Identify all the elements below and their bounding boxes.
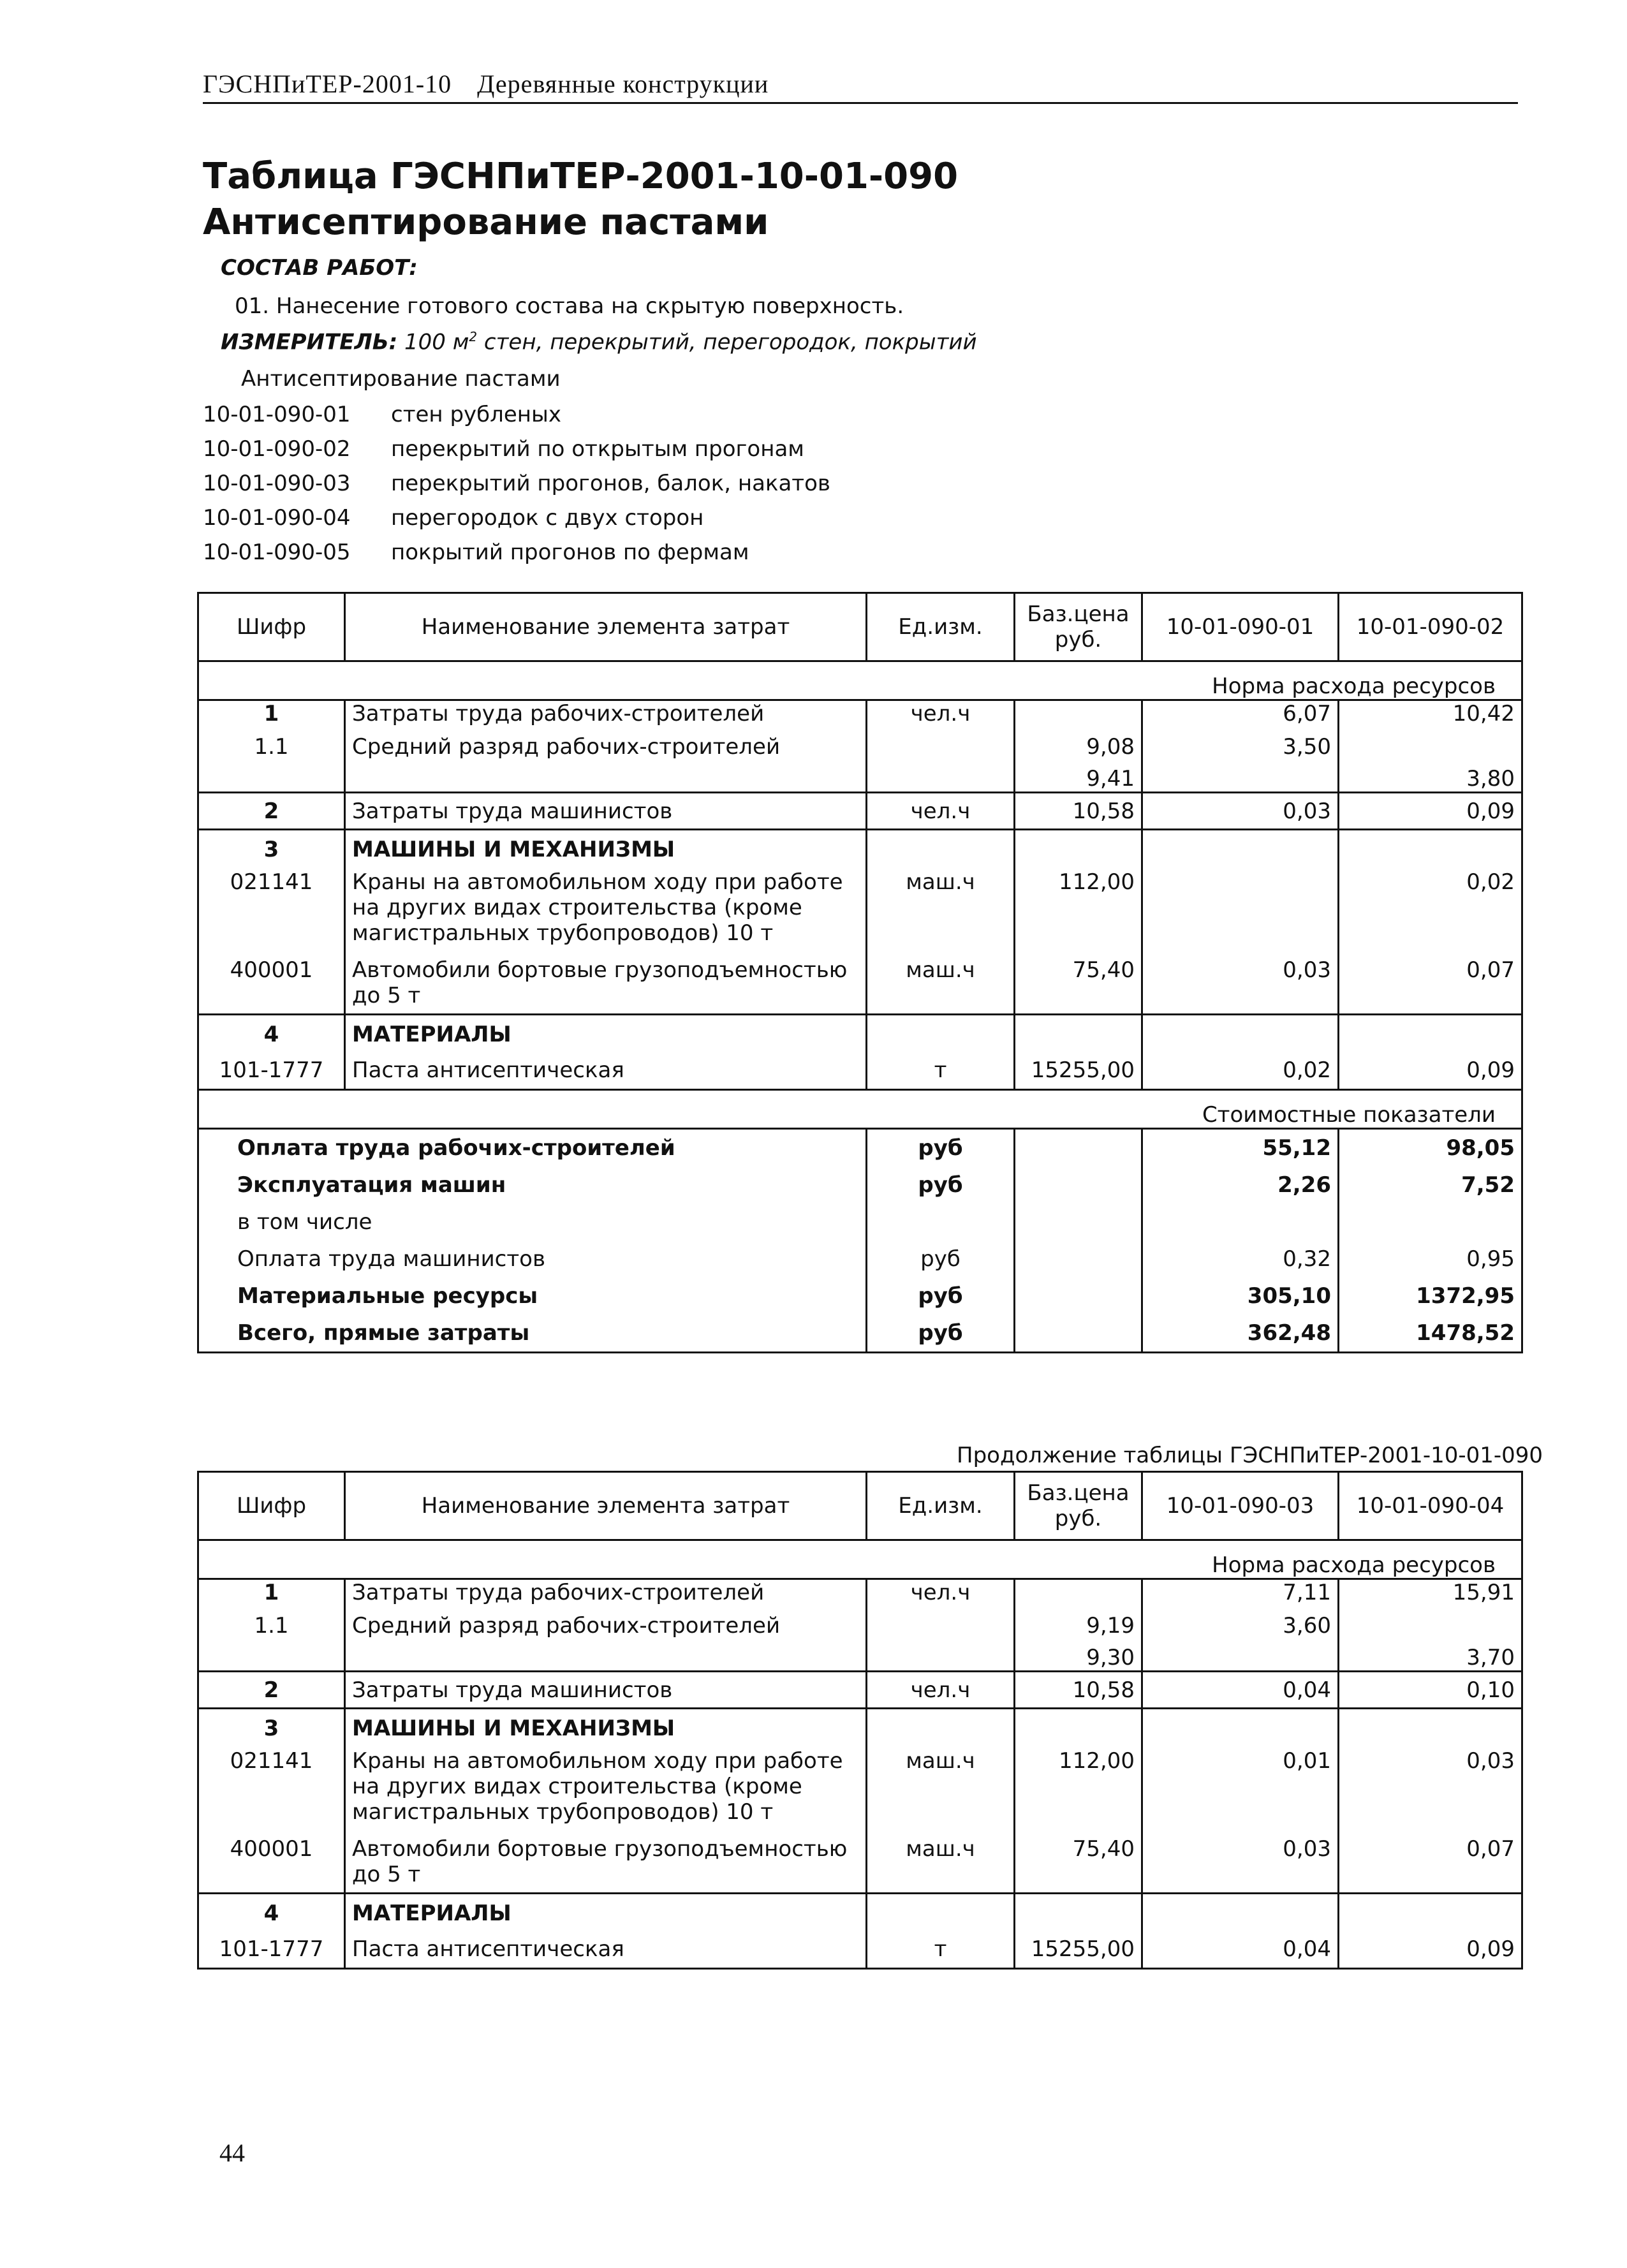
header-rule bbox=[203, 102, 1518, 104]
cell-price: 112,00 bbox=[1015, 1748, 1142, 1825]
izmeritel-value-pre: 100 м bbox=[404, 329, 469, 355]
cost-row bbox=[198, 1314, 1522, 1353]
cost-label: в том числе bbox=[198, 1204, 867, 1241]
cost-price bbox=[1015, 1241, 1142, 1278]
header-name: Наименование элемента затрат bbox=[345, 1472, 867, 1540]
izmeritel-value-post: стен, перекрытий, перегородок, покрытий bbox=[477, 329, 977, 355]
code-desc: перекрытий прогонов, балок, накатов bbox=[391, 471, 830, 496]
cell-v2 bbox=[1339, 1893, 1522, 1933]
cost-label: Оплата труда рабочих-строителей bbox=[198, 1128, 867, 1167]
cell-v2: 0,07 bbox=[1339, 1825, 1522, 1894]
cost-unit: руб bbox=[867, 1241, 1015, 1278]
cell-v2: 0,09 bbox=[1339, 1933, 1522, 1968]
cell-price: 9,30 bbox=[1015, 1645, 1142, 1672]
cell-name: МАШИНЫ И МЕХАНИЗМЫ bbox=[345, 1709, 867, 1748]
code: 10-01-090-04 bbox=[203, 505, 351, 531]
resource-table-2 bbox=[197, 1471, 1523, 1970]
cell-v1: 0,03 bbox=[1142, 793, 1339, 830]
page-number: 44 bbox=[219, 2139, 245, 2167]
code-desc: стен рубленых bbox=[391, 402, 561, 427]
cell-name: Автомобили бортовые грузоподъемностью до 5 т bbox=[345, 1825, 867, 1894]
cell-name: Средний разряд рабочих-строителей bbox=[345, 1605, 867, 1645]
cost-v2: 1478,52 bbox=[1339, 1314, 1522, 1353]
cell-name: Автомобили бортовые грузоподъемностью до 5 т bbox=[345, 946, 867, 1015]
cell-shifr: 3 bbox=[198, 830, 345, 869]
cell-shifr: 2 bbox=[198, 793, 345, 830]
table-subtitle: Антисептирование пастами bbox=[203, 202, 769, 243]
cell-unit: чел.ч bbox=[867, 700, 1015, 727]
cost-row bbox=[198, 1167, 1522, 1204]
norma-band bbox=[198, 661, 1522, 700]
continuation-note: Продолжение таблицы ГЭСНПиТЕР-2001-10-01-090 bbox=[957, 1443, 1543, 1468]
cell-v1 bbox=[1142, 1645, 1339, 1672]
cell-price: 75,40 bbox=[1015, 946, 1142, 1015]
cell-price: 9,41 bbox=[1015, 766, 1142, 793]
cell-price bbox=[1015, 1893, 1142, 1933]
cell-unit: маш.ч bbox=[867, 1748, 1015, 1825]
code-desc: перекрытий по открытым прогонам bbox=[391, 436, 804, 462]
cell-shifr: 4 bbox=[198, 1014, 345, 1054]
cell-shifr bbox=[198, 1645, 345, 1672]
cell-price bbox=[1015, 1579, 1142, 1606]
table-row bbox=[198, 1054, 1522, 1089]
cell-v2 bbox=[1339, 830, 1522, 869]
cost-unit bbox=[867, 1204, 1015, 1241]
cell-unit: чел.ч bbox=[867, 1579, 1015, 1606]
cell-shifr: 101-1777 bbox=[198, 1933, 345, 1968]
code: 10-01-090-03 bbox=[203, 471, 351, 496]
cell-name: МАШИНЫ И МЕХАНИЗМЫ bbox=[345, 830, 867, 869]
cost-v2: 7,52 bbox=[1339, 1167, 1522, 1204]
cell-v2: 10,42 bbox=[1339, 700, 1522, 727]
cell-v1: 0,04 bbox=[1142, 1933, 1339, 1968]
header-shifr: Шифр bbox=[198, 1472, 345, 1540]
cell-v2 bbox=[1339, 726, 1522, 766]
cell-price: 10,58 bbox=[1015, 1672, 1142, 1709]
cost-row bbox=[198, 1128, 1522, 1167]
cell-v1: 3,60 bbox=[1142, 1605, 1339, 1645]
cell-v1: 0,04 bbox=[1142, 1672, 1339, 1709]
cost-v2: 98,05 bbox=[1339, 1128, 1522, 1167]
stoim-label: Стоимостные показатели bbox=[198, 1089, 1522, 1128]
cell-name: МАТЕРИАЛЫ bbox=[345, 1014, 867, 1054]
cost-price bbox=[1015, 1278, 1142, 1314]
cell-unit: т bbox=[867, 1054, 1015, 1089]
cell-v2: 3,70 bbox=[1339, 1645, 1522, 1672]
cell-v2: 0,10 bbox=[1339, 1672, 1522, 1709]
cell-v2: 15,91 bbox=[1339, 1579, 1522, 1606]
table-row bbox=[198, 1748, 1522, 1825]
cost-v2: 0,95 bbox=[1339, 1241, 1522, 1278]
cost-unit: руб bbox=[867, 1278, 1015, 1314]
cell-shifr: 1 bbox=[198, 1579, 345, 1606]
cell-name: Средний разряд рабочих-строителей bbox=[345, 726, 867, 766]
cost-row bbox=[198, 1241, 1522, 1278]
cell-unit bbox=[867, 1014, 1015, 1054]
stoim-band bbox=[198, 1089, 1522, 1128]
cell-v2: 3,80 bbox=[1339, 766, 1522, 793]
cost-v2: 1372,95 bbox=[1339, 1278, 1522, 1314]
cell-unit: чел.ч bbox=[867, 793, 1015, 830]
header-col2: 10-01-090-02 bbox=[1339, 593, 1522, 661]
running-header bbox=[203, 69, 769, 99]
cell-name: Паста антисептическая bbox=[345, 1933, 867, 1968]
cost-v1: 362,48 bbox=[1142, 1314, 1339, 1353]
norma-label: Норма расхода ресурсов bbox=[198, 661, 1522, 700]
sostav-label: СОСТАВ РАБОТ: bbox=[221, 255, 418, 281]
table-row bbox=[198, 1672, 1522, 1709]
cell-v2: 0,09 bbox=[1339, 793, 1522, 830]
cell-name: Краны на автомобильном ходу при работе на других видах строительства (кроме магистральных трубопроводов) 10 т bbox=[345, 1748, 867, 1825]
cell-price bbox=[1015, 700, 1142, 727]
cell-v1 bbox=[1142, 1893, 1339, 1933]
cell-v1 bbox=[1142, 869, 1339, 946]
cell-v2: 0,03 bbox=[1339, 1748, 1522, 1825]
table-row bbox=[198, 869, 1522, 946]
cost-v1: 55,12 bbox=[1142, 1128, 1339, 1167]
work-item: 01. Нанесение готового состава на скрытую поверхность. bbox=[235, 293, 904, 319]
cell-price bbox=[1015, 830, 1142, 869]
cell-unit: чел.ч bbox=[867, 1672, 1015, 1709]
table-row bbox=[198, 1893, 1522, 1933]
header-col1: 10-01-090-01 bbox=[1142, 593, 1339, 661]
cell-v2 bbox=[1339, 1709, 1522, 1748]
cell-shifr: 400001 bbox=[198, 946, 345, 1015]
cell-v1: 0,03 bbox=[1142, 946, 1339, 1015]
table-row bbox=[198, 766, 1522, 793]
cell-name bbox=[345, 766, 867, 793]
cost-price bbox=[1015, 1314, 1142, 1353]
cost-v1: 0,32 bbox=[1142, 1241, 1339, 1278]
cell-price: 15255,00 bbox=[1015, 1933, 1142, 1968]
cell-v1: 7,11 bbox=[1142, 1579, 1339, 1606]
header-shifr: Шифр bbox=[198, 593, 345, 661]
cell-v2: 0,02 bbox=[1339, 869, 1522, 946]
cell-price: 10,58 bbox=[1015, 793, 1142, 830]
header-unit: Ед.изм. bbox=[867, 1472, 1015, 1540]
cell-name: Краны на автомобильном ходу при работе на других видах строительства (кроме магистральных трубопроводов) 10 т bbox=[345, 869, 867, 946]
cost-label: Всего, прямые затраты bbox=[198, 1314, 867, 1353]
cell-v2 bbox=[1339, 1014, 1522, 1054]
cell-shifr: 021141 bbox=[198, 1748, 345, 1825]
table-row bbox=[198, 726, 1522, 766]
cost-unit: руб bbox=[867, 1167, 1015, 1204]
header-price: Баз.цена руб. bbox=[1015, 593, 1142, 661]
table-row bbox=[198, 1933, 1522, 1968]
resource-table-1 bbox=[197, 592, 1523, 1353]
cell-price bbox=[1015, 1709, 1142, 1748]
cell-name: Затраты труда машинистов bbox=[345, 793, 867, 830]
cell-v2: 0,09 bbox=[1339, 1054, 1522, 1089]
cost-v1 bbox=[1142, 1204, 1339, 1241]
cell-v1 bbox=[1142, 766, 1339, 793]
cell-shifr: 1.1 bbox=[198, 726, 345, 766]
table-row bbox=[198, 830, 1522, 869]
cell-unit bbox=[867, 1645, 1015, 1672]
header-col2: 10-01-090-04 bbox=[1339, 1472, 1522, 1540]
cell-v1 bbox=[1142, 1014, 1339, 1054]
cell-unit bbox=[867, 766, 1015, 793]
cell-v1: 0,01 bbox=[1142, 1748, 1339, 1825]
table-row bbox=[198, 1709, 1522, 1748]
izmeritel-sup: 2 bbox=[469, 329, 478, 344]
cost-price bbox=[1015, 1204, 1142, 1241]
table-row bbox=[198, 1579, 1522, 1606]
running-header-code: ГЭСНПиТЕР-2001-10 bbox=[203, 70, 452, 98]
header-unit: Ед.изм. bbox=[867, 593, 1015, 661]
norma-label: Норма расхода ресурсов bbox=[198, 1540, 1522, 1579]
cost-v2 bbox=[1339, 1204, 1522, 1241]
cell-name bbox=[345, 1645, 867, 1672]
code: 10-01-090-02 bbox=[203, 436, 351, 462]
cost-row bbox=[198, 1278, 1522, 1314]
running-header-section: Деревянные конструкции bbox=[477, 70, 769, 98]
cell-unit bbox=[867, 1605, 1015, 1645]
cost-v1: 2,26 bbox=[1142, 1167, 1339, 1204]
table-row bbox=[198, 1645, 1522, 1672]
table-title: Таблица ГЭСНПиТЕР-2001-10-01-090 bbox=[203, 156, 959, 197]
cell-name: Паста антисептическая bbox=[345, 1054, 867, 1089]
header-col1: 10-01-090-03 bbox=[1142, 1472, 1339, 1540]
code-desc: перегородок с двух сторон bbox=[391, 505, 704, 531]
code-desc: покрытий прогонов по фермам bbox=[391, 540, 749, 565]
cell-shifr: 2 bbox=[198, 1672, 345, 1709]
header-name: Наименование элемента затрат bbox=[345, 593, 867, 661]
cell-v1: 0,02 bbox=[1142, 1054, 1339, 1089]
cell-unit bbox=[867, 830, 1015, 869]
table-row bbox=[198, 946, 1522, 1015]
cell-shifr: 4 bbox=[198, 1893, 345, 1933]
cost-label: Материальные ресурсы bbox=[198, 1278, 867, 1314]
cell-name: Затраты труда рабочих-строителей bbox=[345, 1579, 867, 1606]
cost-unit: руб bbox=[867, 1314, 1015, 1353]
cell-v1 bbox=[1142, 1709, 1339, 1748]
cell-price: 15255,00 bbox=[1015, 1054, 1142, 1089]
cost-price bbox=[1015, 1128, 1142, 1167]
cell-name: МАТЕРИАЛЫ bbox=[345, 1893, 867, 1933]
table-row bbox=[198, 1825, 1522, 1894]
table-header-row bbox=[198, 593, 1522, 661]
cost-label: Эксплуатация машин bbox=[198, 1167, 867, 1204]
izmeritel-label: ИЗМЕРИТЕЛЬ: bbox=[221, 329, 398, 355]
cell-v1: 3,50 bbox=[1142, 726, 1339, 766]
cell-unit: т bbox=[867, 1933, 1015, 1968]
cell-unit: маш.ч bbox=[867, 869, 1015, 946]
norma-band bbox=[198, 1540, 1522, 1579]
table-row bbox=[198, 700, 1522, 727]
cost-v1: 305,10 bbox=[1142, 1278, 1339, 1314]
cell-shifr: 1 bbox=[198, 700, 345, 727]
cell-name: Затраты труда машинистов bbox=[345, 1672, 867, 1709]
cell-unit bbox=[867, 726, 1015, 766]
cell-unit bbox=[867, 1709, 1015, 1748]
cell-unit bbox=[867, 1893, 1015, 1933]
table-header-row bbox=[198, 1472, 1522, 1540]
cost-row bbox=[198, 1204, 1522, 1241]
cell-price: 75,40 bbox=[1015, 1825, 1142, 1894]
category-label: Антисептирование пастами bbox=[241, 366, 561, 392]
cell-shifr bbox=[198, 766, 345, 793]
cell-v1: 6,07 bbox=[1142, 700, 1339, 727]
cell-price: 9,19 bbox=[1015, 1605, 1142, 1645]
cell-shifr: 021141 bbox=[198, 869, 345, 946]
table-row bbox=[198, 793, 1522, 830]
cost-label: Оплата труда машинистов bbox=[198, 1241, 867, 1278]
table-row bbox=[198, 1605, 1522, 1645]
table-row bbox=[198, 1014, 1522, 1054]
cell-v2 bbox=[1339, 1605, 1522, 1645]
code: 10-01-090-05 bbox=[203, 540, 351, 565]
izmeritel bbox=[221, 329, 977, 355]
cell-shifr: 1.1 bbox=[198, 1605, 345, 1645]
header-price: Баз.цена руб. bbox=[1015, 1472, 1142, 1540]
cell-v1 bbox=[1142, 830, 1339, 869]
cell-name: Затраты труда рабочих-строителей bbox=[345, 700, 867, 727]
cell-v1: 0,03 bbox=[1142, 1825, 1339, 1894]
cost-unit: руб bbox=[867, 1128, 1015, 1167]
cell-shifr: 101-1777 bbox=[198, 1054, 345, 1089]
cost-price bbox=[1015, 1167, 1142, 1204]
code: 10-01-090-01 bbox=[203, 402, 351, 427]
cell-shifr: 400001 bbox=[198, 1825, 345, 1894]
cell-v2: 0,07 bbox=[1339, 946, 1522, 1015]
cell-unit: маш.ч bbox=[867, 1825, 1015, 1894]
cell-shifr: 3 bbox=[198, 1709, 345, 1748]
cell-price: 112,00 bbox=[1015, 869, 1142, 946]
cell-price: 9,08 bbox=[1015, 726, 1142, 766]
cell-price bbox=[1015, 1014, 1142, 1054]
cell-unit: маш.ч bbox=[867, 946, 1015, 1015]
